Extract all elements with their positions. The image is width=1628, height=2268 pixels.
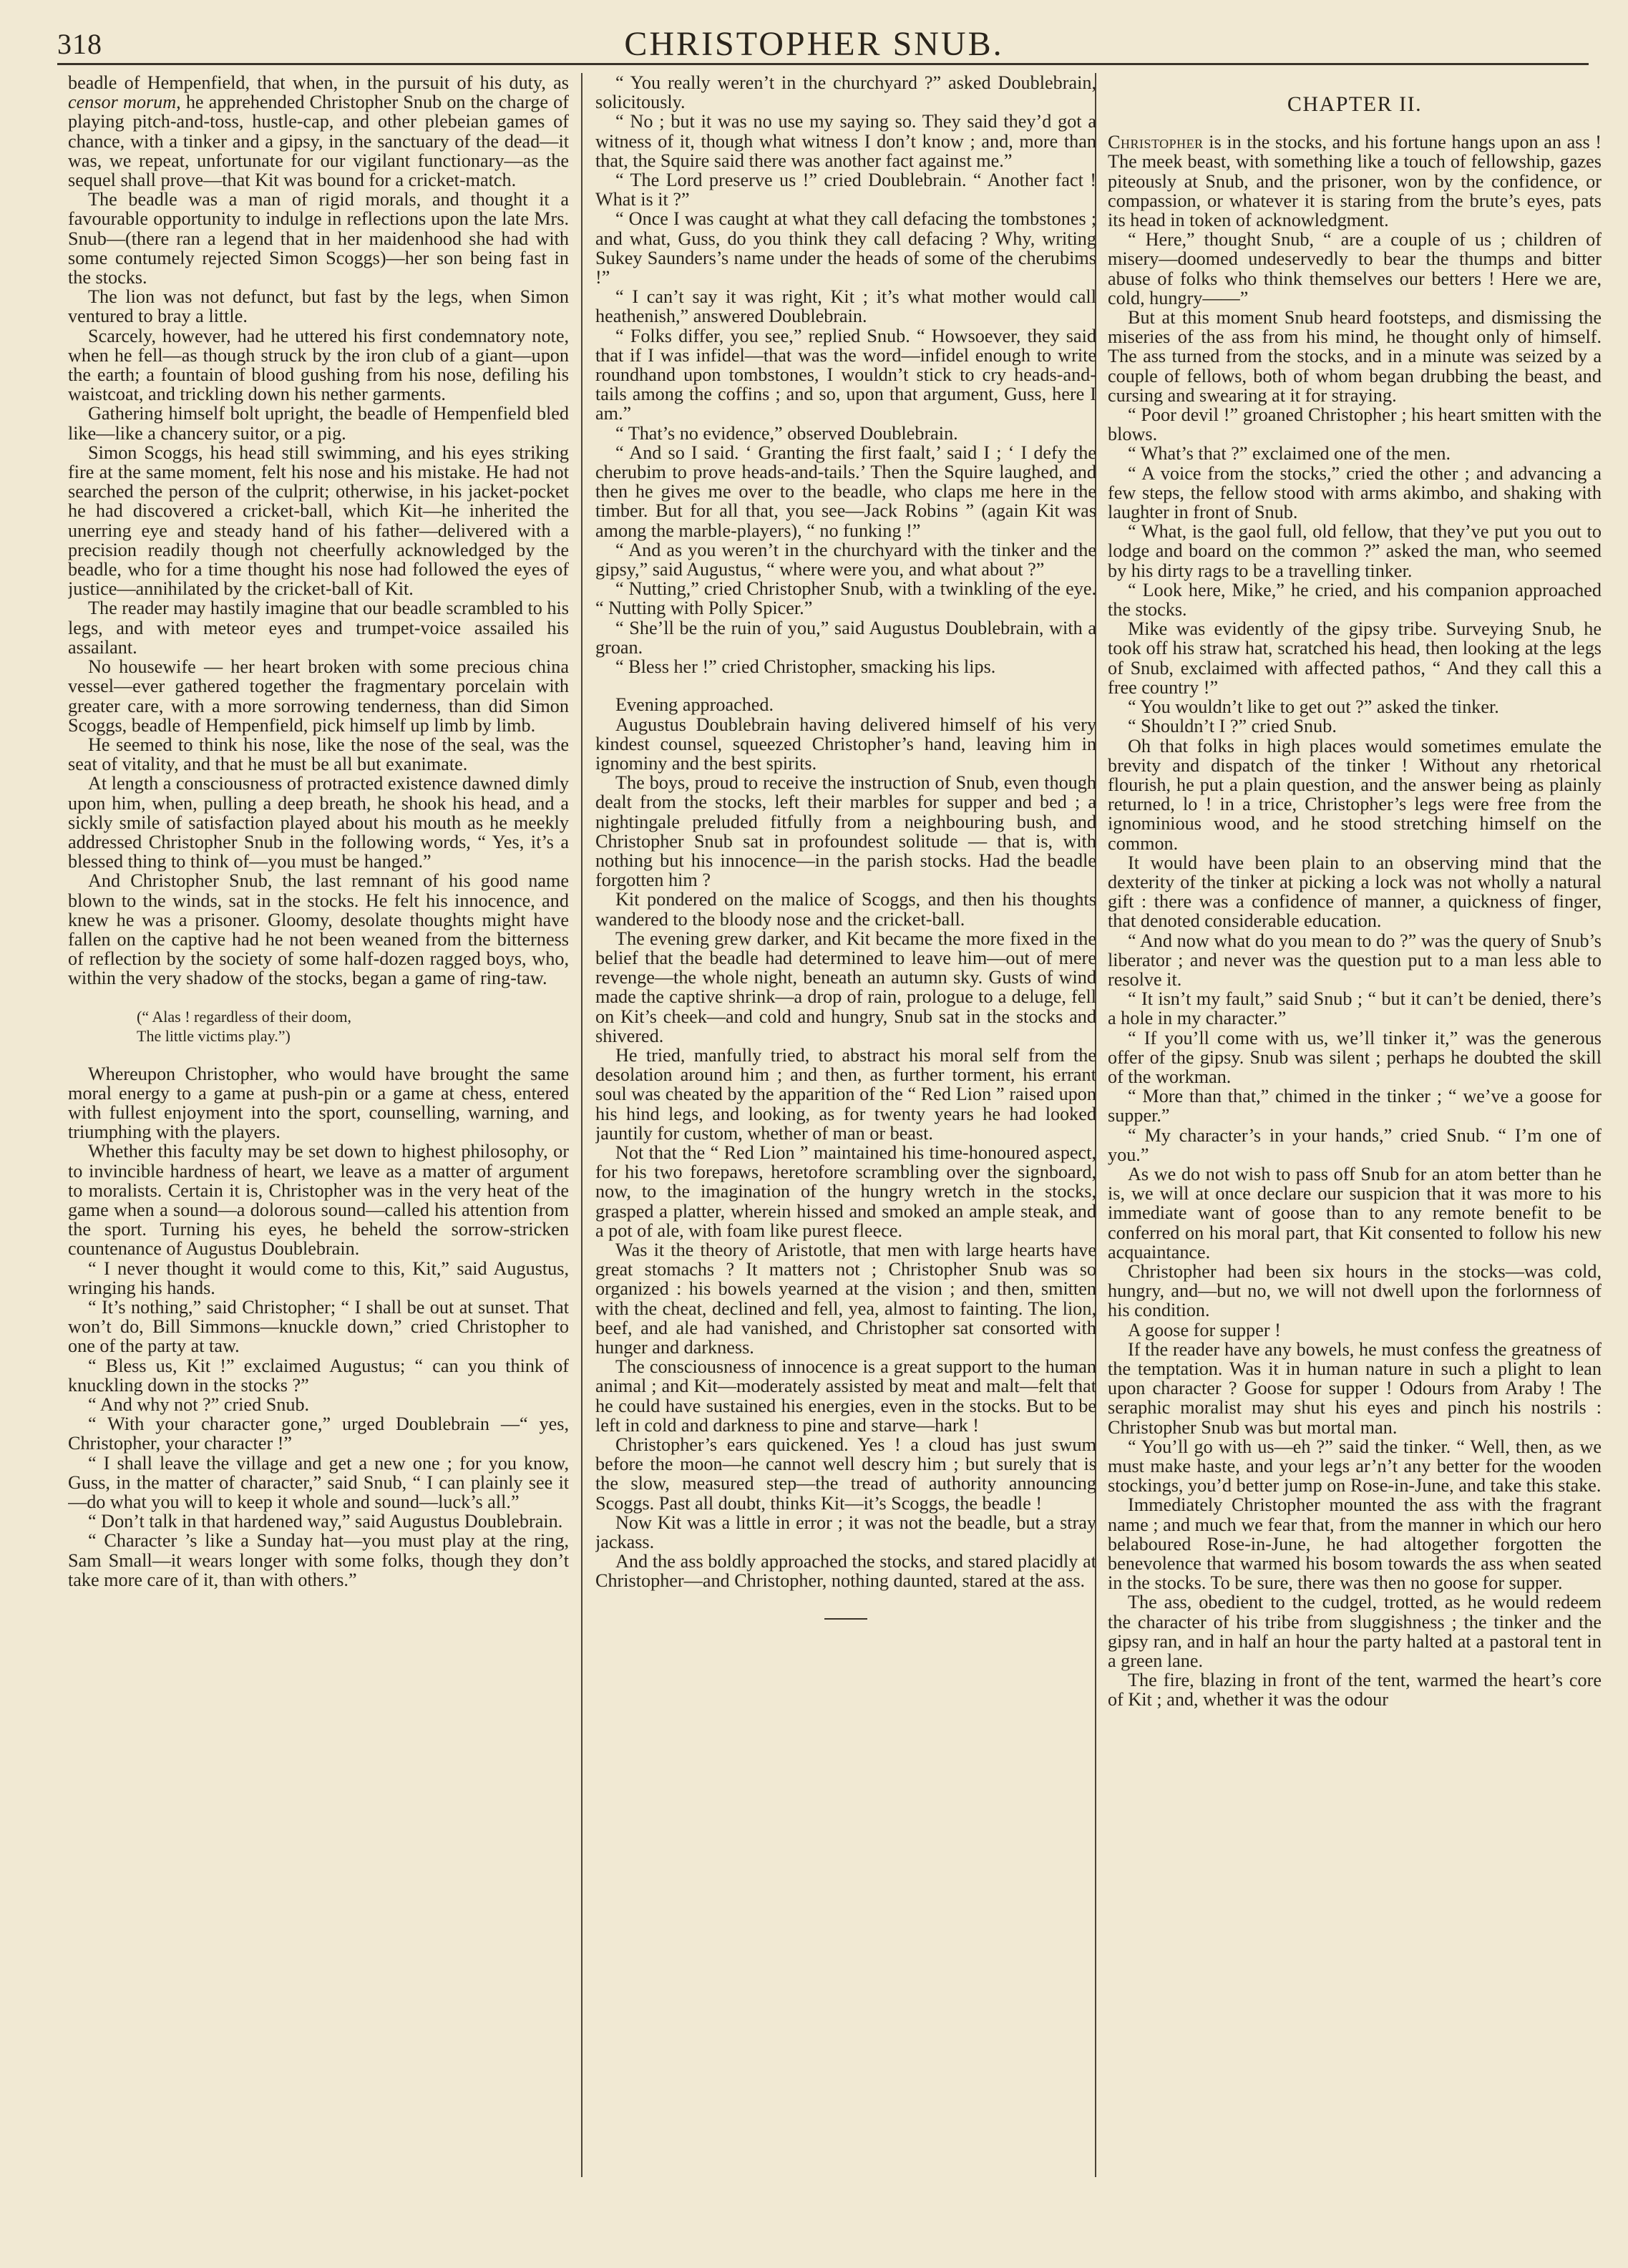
paragraph: “ Here,” thought Snub, “ are a couple of us ; children of misery—doomed undeservedly to bear the thumps and bitter abuse of folks who think themselves our betters ! Here we are, cold, hungry——” <box>1108 229 1602 308</box>
paragraph: Christopher is in the stocks, and his fortune hangs upon an ass ! The meek beast, with something like a touch of fellowship, gazes piteously at Snub, and the prisoner, won by the confidence, or compassion, or whatever it is staring from the brute’s eyes, pats its head in token of acknowledgment. <box>1108 132 1602 231</box>
column-1 <box>68 73 569 2177</box>
paragraph: “ I shall leave the village and get a new one ; for you know, Guss, in the matter of character,” said Snub, “ I can plainly see it—do what you will to keep it whole and sound—luck’s all.” <box>68 1452 569 1513</box>
paragraph: Christopher had been six hours in the stocks—was cold, hungry, and—but no, we will not dwell upon the forlornness of his condition. <box>1108 1260 1602 1321</box>
paragraph: “ The Lord preserve us !” cried Doublebrain. “ Another fact ! What is it ?” <box>595 170 1096 210</box>
paragraph: But at this moment Snub heard footsteps, and dismissing the miseries of the ass from his mind, he thought only of himself. The ass turned from the stocks, and in a minute was seized by a couple of fellows, both of whom began drubbing the beast, and cursing and swearing at it for straying. <box>1108 307 1602 406</box>
paragraph: “ More than that,” chimed in the tinker ; “ we’ve a goose for supper.” <box>1108 1086 1602 1126</box>
paragraph: The lion was not defunct, but fast by the legs, when Simon ventured to bray a little. <box>68 286 569 327</box>
header-rule <box>57 63 1589 65</box>
paragraph: “ What, is the gaol full, old fellow, that they’ve put you out to lodge and board on the common ?” asked the man, who seemed by his dirty rags to be a travelling tinker. <box>1108 521 1602 581</box>
paragraph: Whereupon Christopher, who would have brought the same moral energy to a game at push-pin or a game at chess, entered with fullest enjoyment into the sport, counselling, warning, and triumphing with the players. <box>68 1063 569 1143</box>
paragraph: “ Character ’s like a Sunday hat—you must play at the ring, Sam Small—it wears longer with some folks, though they don’t take more care of it, than with others.” <box>68 1530 569 1590</box>
paragraph: As we do not wish to pass off Snub for an atom better than he is, we will at once declare our suspicion that it was more to his immediate want of goose than to any remote benefit to be conferred on his moral part, that Kit consented to follow his new acquaintance. <box>1108 1163 1602 1262</box>
paragraph: The beadle was a man of rigid morals, and thought it a favourable opportunity to indulge in reflections upon the late Mrs. Snub—(there ran a legend that in her maidenhood she had with some contumely rejected Simon Scoggs)—her son being fast in the stocks. <box>68 189 569 288</box>
column-rule-1 <box>581 73 583 2177</box>
paragraph: He tried, manfully tried, to abstract his moral self from the desolation around him ; and then, as further torment, his errant soul was cheated by the apparition of the “ Red Lion ” raised upon his hind legs, and looking, as for twenty years he had looked jauntily for custom, whether of man or beast. <box>595 1044 1096 1144</box>
paragraph: Augustus Doublebrain having delivered himself of his very kindest counsel, squeezed Christopher’s hand, leaving him in ignominy and the best spirits. <box>595 714 1096 774</box>
paragraph: “ And now what do you mean to do ?” was the query of Snub’s liberator ; and never was the question put to a man less able to resolve it. <box>1108 930 1602 990</box>
paragraph: “ Once I was caught at what they call defacing the tombstones ; and what, Guss, do you think they call defacing ? Why, writing Sukey Saunders’s name under the heads of some of the cherubims !” <box>595 208 1096 288</box>
paragraph: “ Nutting,” cried Christopher Snub, with a twinkling of the eye. “ Nutting with Polly Spicer.” <box>595 578 1096 619</box>
paragraph: At length a consciousness of protracted existence dawned dimly upon him, when, pulling a deep breath, he shook his head, and a sickly smile of satisfaction played about his mouth as he meekly addressed Christopher Snub in the following words, “ Yes, it’s a blessed thing to think of—you must be hanged.” <box>68 773 569 872</box>
chapter-heading: CHAPTER II. <box>1287 92 1423 116</box>
column-2 <box>595 73 1096 2177</box>
paragraph: “ And so I said. ‘ Granting the first faalt,’ said I ; ‘ I defy the cherubim to prove heads-and-tails.’ Then the Squire laughed, and then he gives me over to the beadle, who claps me here in the timber. But for all that, you see—Jack Robins ” (again Kit was among the marble-players), “ no funking !” <box>595 442 1096 541</box>
paragraph: Gathering himself bolt upright, the beadle of Hempenfield bled like—like a chancery suitor, or a pig. <box>68 403 569 444</box>
paragraph: “ Shouldn’t I ?” cried Snub. <box>1128 716 1337 737</box>
paragraph: “ I never thought it would come to this, Kit,” said Augustus, wringing his hands. <box>68 1257 569 1298</box>
paragraph: Scarcely, however, had he uttered his first condemnatory note, when he fell—as though struck by the iron club of a giant—upon the earth; a fountain of blood gushing from his nose, defiling his waistcoat, and trickling down his nether garments. <box>68 325 569 405</box>
paragraph: Immediately Christopher mounted the ass with the fragrant name ; and much we fear that, from the manner in which our hero belaboured Rose-in-June, he had altogether forgotten the benevolence that warmed his bosom towards the ass when seated in the stocks. To be sure, there was then no goose for supper. <box>1108 1494 1602 1594</box>
paragraph: A goose for supper ! <box>1128 1319 1281 1340</box>
paragraph: “ Don’t talk in that hardened way,” said Augustus Doublebrain. <box>88 1511 563 1532</box>
paragraph: “ She’ll be the ruin of you,” said Augustus Doublebrain, with a groan. <box>595 617 1096 658</box>
paragraph: Evening approached. <box>615 694 774 716</box>
paragraph: The boys, proud to receive the instruction of Snub, even though dealt from the stocks, left their marbles for supper and bed ; a nightingale preluded fitfully from a neighbouring bush, and Christopher Snub sat in profoundest solitude — that is, with nothing but his innocence—in the parish stocks. Had the beadle forgotten him ? <box>595 772 1096 891</box>
paragraph: No housewife — her heart broken with some precious china vessel—ever gathered together the fragmentary porcelain with greater care, with a more sorrowing tenderness, than did Simon Scoggs, beadle of Hempenfield, pick himself up limb by limb. <box>68 656 569 736</box>
paragraph: Not that the “ Red Lion ” maintained his time-honoured aspect, for his two forepaws, heretofore scrambling over the signboard, now, to the imagination of the hungry wretch in the stocks, grasped a platter, wherein hissed and smoked an ample steak, and a pot of ale, with foam like purest fleece. <box>595 1142 1096 1241</box>
paragraph: “ It’s nothing,” said Christopher; “ I shall be out at sunset. That won’t do, Bill Simmons—knuckle down,” cried Christopher to one of the party at taw. <box>68 1296 569 1357</box>
paragraph: “ With your character gone,” urged Doublebrain —“ yes, Christopher, your character !” <box>68 1413 569 1454</box>
paragraph: beadle of Hempenfield, that when, in the pursuit of his duty, as censor morum, he apprehended Christopher Snub on the charge of playing pitch-and-toss, hustle-cap, and other plebeian games of chance, with a tinker and a gipsy, in the sanctuary of the dead—it was, we repeat, unfortunate for our vigilant functionary—as the sequel shall prove—that Kit was bound for a cricket-match. <box>68 73 569 191</box>
paragraph: “ You really weren’t in the churchyard ?” asked Doublebrain, solicitously. <box>595 73 1096 113</box>
paragraph: “ Bless us, Kit !” exclaimed Augustus; “ can you think of knuckling down in the stocks ?” <box>68 1355 569 1396</box>
paragraph: “ My character’s in your hands,” cried Snub. “ I’m one of you.” <box>1108 1124 1602 1165</box>
paragraph: Mike was evidently of the gipsy tribe. Surveying Snub, he took off his straw hat, scratched his head, then looking at the legs of Snub, exclaimed with affected pathos, “ And they call this a free country !” <box>1108 618 1602 698</box>
paragraph: “ It isn’t my fault,” said Snub ; “ but it can’t be denied, there’s a hole in my character.” <box>1108 988 1602 1029</box>
paragraph: “ No ; but it was no use my saying so. They said they’d got a witness of it, though what witness I don’t know ; and, more than that, the Squire said there was another fact against me.” <box>595 111 1096 171</box>
column-3 <box>1108 73 1602 2177</box>
paragraph: Simon Scoggs, his head still swimming, and his eyes striking fire at the same moment, felt his nose and his mistake. He had not searched the person of the culprit; otherwise, in his jacket-pocket he had discovered a cricket-ball, which Kit—he inherited the unerring eye and steady hand of his father—delivered with a precision readily though not cheerfully acknowledged by the beadle, who for a time thought his nose had followed the eyes of justice—annihilated by the cricket-ball of Kit. <box>68 442 569 600</box>
verse-quote <box>68 1007 569 1046</box>
paragraph: “ That’s no evidence,” observed Doublebrain. <box>615 422 958 444</box>
paragraph: Whether this faculty may be set down to highest philosophy, or to invincible hardness of heart, we leave as a matter of argument to moralists. Certain it is, Christopher was in the very heat of the game when a sound—a dolorous sound—called his attention from the sport. Turning his eyes, he beheld the sorrow-stricken countenance of Augustus Doublebrain. <box>68 1141 569 1260</box>
paragraph: Kit pondered on the malice of Scoggs, and then his thoughts wandered to the bloody nose and the cricket-ball. <box>595 889 1096 930</box>
paragraph: And the ass boldly approached the stocks, and stared placidly at Christopher—and Christopher, nothing daunted, stared at the ass. <box>595 1551 1096 1592</box>
paragraph: Now Kit was a little in error ; it was not the beadle, but a stray jackass. <box>595 1512 1096 1553</box>
paragraph: The fire, blazing in front of the tent, warmed the heart’s core of Kit ; and, whether it was the odour <box>1108 1670 1602 1710</box>
page-number: 318 <box>57 28 102 60</box>
paragraph: Was it the theory of Aristotle, that men with large hearts have great stomachs ? It matters not ; Christopher Snub was so organized : his bowels yearned at the vision ; and then, smitten with the cheat, declined and fell, yea, almost to fainting. The lion, beef, and ale had vanished, and Christopher sat consorted with hunger and darkness. <box>595 1239 1096 1358</box>
paragraph: “ Poor devil !” groaned Christopher ; his heart smitten with the blows. <box>1108 404 1602 445</box>
paragraph: The reader may hastily imagine that our beadle scrambled to his legs, and with meteor eyes and trumpet-voice assailed his assailant. <box>68 598 569 658</box>
paragraph: If the reader have any bowels, he must confess the greatness of the temptation. Was it in human nature in such a plight to lean upon character ? Goose for supper ! Odours from Araby ! The seraphic moralist may shut his eyes and pinch his nostrils : Christopher Snub was but mortal man. <box>1108 1338 1602 1438</box>
paragraph: It would have been plain to an observing mind that the dexterity of the tinker at picking a lock was not wholly a natural gift : there was a confidence of manner, a quickness of finger, that denoted considerable education. <box>1108 852 1602 932</box>
paragraph: “ I can’t say it was right, Kit ; it’s what mother would call heathenish,” answered Doublebrain. <box>595 286 1096 327</box>
paragraph: “ Folks differ, you see,” replied Snub. “ Howsoever, they said that if I was infidel—that was the word—infidel enough to write roundhand upon tombstones, I wouldn’t stick to cry heads-and-tails among the coffins ; and so, upon that argument, Guss, here I am.” <box>595 325 1096 424</box>
running-title: CHRISTOPHER SNUB. <box>624 25 1004 63</box>
verse-line: The little victims play.”) <box>137 1026 291 1045</box>
paragraph: “ What’s that ?” exclaimed one of the men. <box>1128 443 1451 464</box>
paragraph: “ And why not ?” cried Snub. <box>88 1394 310 1415</box>
paragraph: Oh that folks in high places would sometimes emulate the brevity and dispatch of the tinker ! Without any rhetorical flourish, he put a plain question, and the answer being as plainly returned, lo ! in a trice, Christopher’s legs were free from the ignominious wood, and he stood stretching himself on the common. <box>1108 735 1602 854</box>
paragraph: “ If you’ll come with us, we’ll tinker it,” was the generous offer of the gipsy. Snub was silent ; perhaps he doubted the skill of the workman. <box>1108 1027 1602 1087</box>
paragraph: He seemed to think his nose, like the nose of the seal, was the seat of vitality, and that he must be all but exanimate. <box>68 734 569 775</box>
paragraph: “ A voice from the stocks,” cried the other ; and advancing a few steps, the fellow stood with arms akimbo, and shaking with laughter in front of Snub. <box>1108 462 1602 523</box>
paragraph: “ And as you weren’t in the churchyard with the tinker and the gipsy,” said Augustus, “ where were you, and what about ?” <box>595 539 1096 580</box>
paragraph: And Christopher Snub, the last remnant of his good name blown to the winds, sat in the stocks. He felt his innocence, and knew he was a prisoner. Gloomy, desolate thoughts might have fallen on the captive had he not been weaned from the bitterness of reflection by the society of some half-dozen ragged boys, who, within the very shadow of the stocks, began a game of ring-taw. <box>68 870 569 989</box>
paragraph: Christopher’s ears quickened. Yes ! a cloud has just swum before the moon—he cannot well descry him ; but surely that is the slow, measured step—the tread of authority announcing Scoggs. Past all doubt, thinks Kit—it’s Scoggs, the beadle ! <box>595 1434 1096 1514</box>
paragraph: “ You wouldn’t like to get out ?” asked the tinker. <box>1128 696 1499 718</box>
paragraph: “ Bless her !” cried Christopher, smacking his lips. <box>615 656 996 678</box>
paragraph: “ Look here, Mike,” he cried, and his companion approached the stocks. <box>1108 579 1602 620</box>
verse-line: (“ Alas ! regardless of their doom, <box>137 1007 351 1026</box>
paragraph: The ass, obedient to the cudgel, trotted, as he would redeem the character of his tribe from sluggishness ; the tinker and the gipsy ran, and in half an hour the party halted at a pastoral tent in a green lane. <box>1108 1592 1602 1672</box>
paragraph: The evening grew darker, and Kit became the more fixed in the belief that the beadle had determined to leave him—out of mere revenge—the whole night, beneath an autumn sky. Gusts of wind made the captive shrink—a drop of rain, prologue to a deluge, fell on Kit’s cheek—and cold and hungry, Snub sat in the stocks and shivered. <box>595 928 1096 1046</box>
paragraph: “ You’ll go with us—eh ?” said the tinker. “ Well, then, as we must make haste, and your legs ar’n’t any better for the wooden stockings, you’d better jump on Rose-in-June, and take this stake. <box>1108 1436 1602 1496</box>
paragraph: The consciousness of innocence is a great support to the human animal ; and Kit—moderately assisted by meat and malt—felt that he could have sustained his energies, even in the stocks. But to be left in cold and darkness to pine and starve—hark ! <box>595 1356 1096 1436</box>
section-end-rule <box>824 1618 867 1620</box>
